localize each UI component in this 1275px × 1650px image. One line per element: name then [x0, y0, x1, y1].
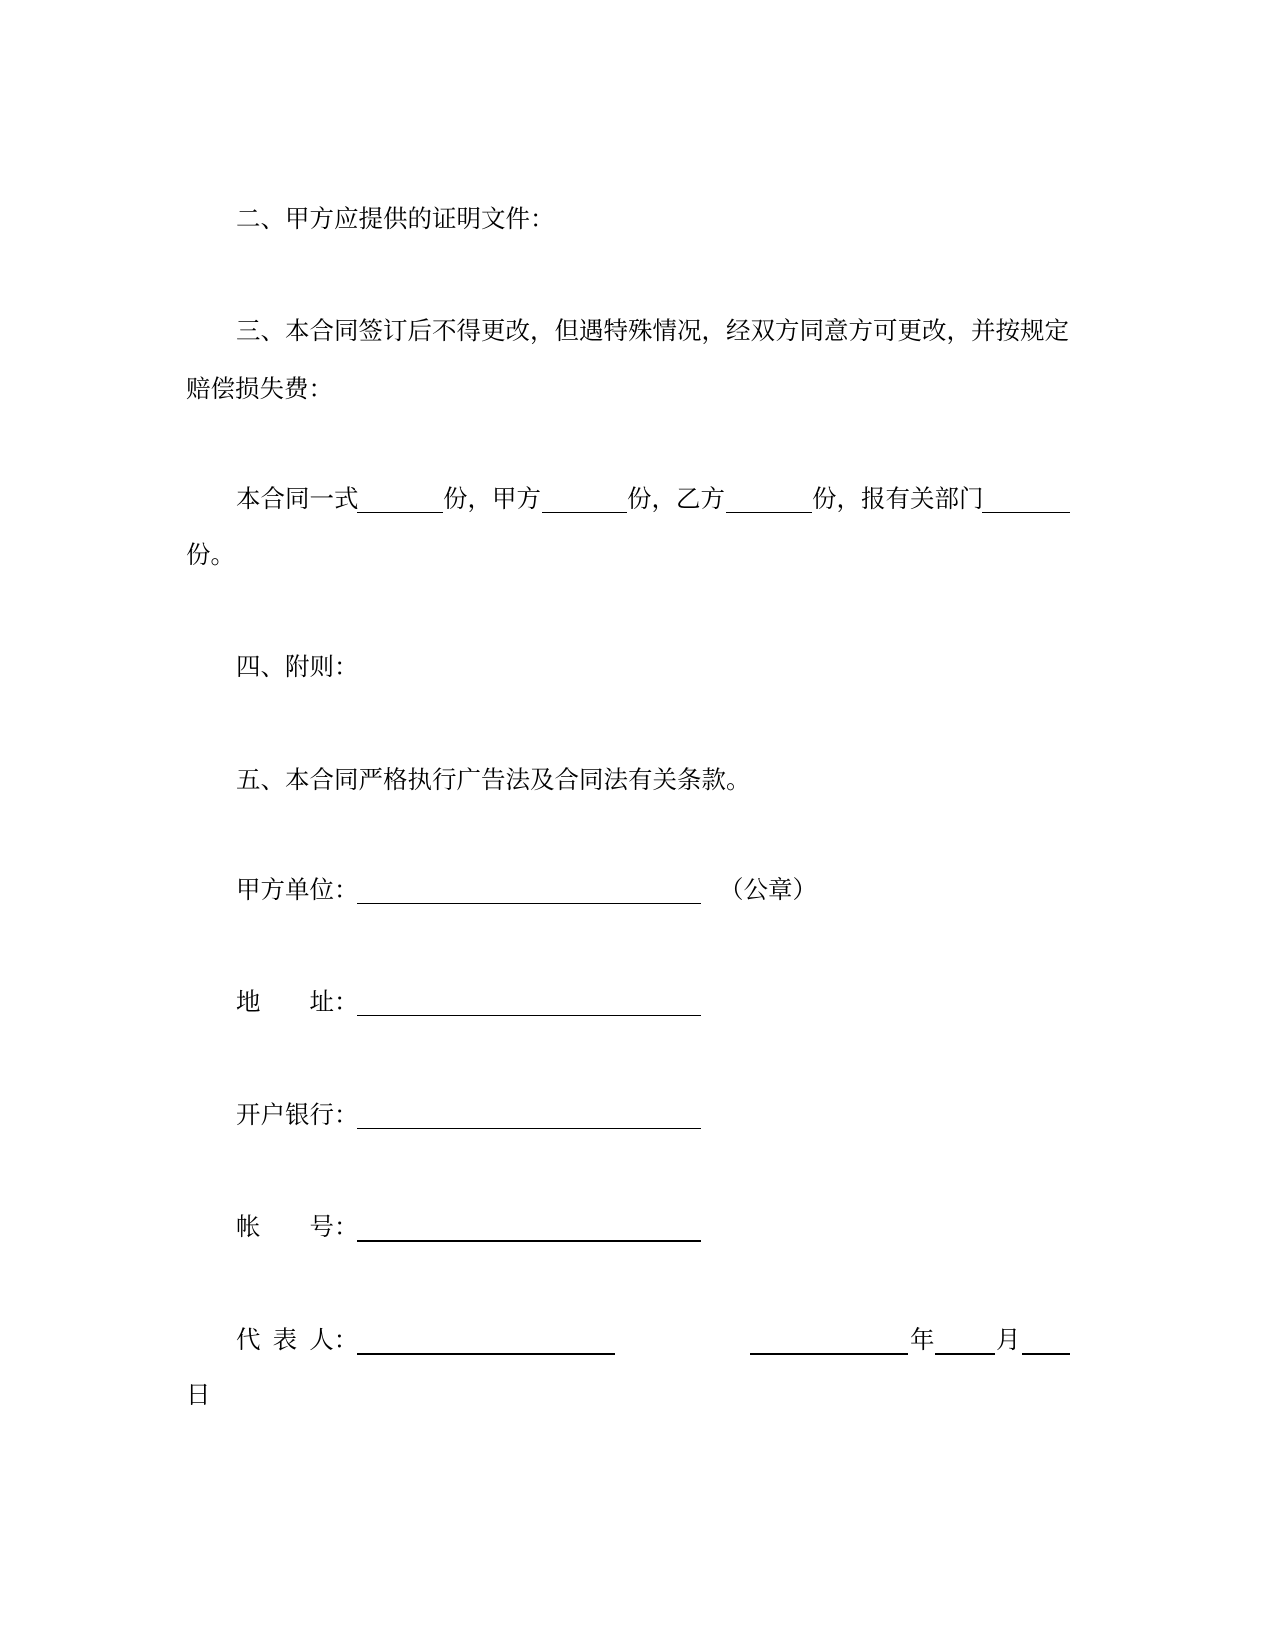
- month-blank: [935, 1353, 995, 1355]
- account-blank: [357, 1240, 701, 1242]
- seal-label: （公章）: [719, 877, 817, 904]
- section-3-row-2: [0, 375, 1275, 405]
- address-blank: [357, 1015, 701, 1016]
- section-3-row-1: [0, 317, 1275, 347]
- account-row: [0, 1213, 1275, 1243]
- section-2-text: 二、甲方应提供的证明文件：: [236, 206, 555, 233]
- bank-label: 开户银行：: [236, 1102, 359, 1129]
- copies-row: [0, 485, 1275, 515]
- copies-row-2: [0, 541, 1275, 571]
- day-label: 日: [186, 1382, 211, 1409]
- section-3-text-line-1: 三、本合同签订后不得更改，但遇特殊情况，经双方同意方可更改，并按规定: [236, 318, 1069, 345]
- day-blank: [1022, 1353, 1070, 1355]
- day-row: [0, 1381, 1275, 1411]
- section-2-row: [0, 205, 1275, 235]
- section-4-row: [0, 653, 1275, 683]
- copies-text-4: 份，报有关部门: [812, 486, 984, 513]
- unit-label: 甲方单位：: [236, 877, 359, 904]
- address-row: [0, 988, 1275, 1018]
- bank-row: [0, 1101, 1275, 1131]
- section-4-text: 四、附则：: [236, 654, 359, 681]
- representative-row: [0, 1326, 1275, 1356]
- copies-department-blank: [982, 512, 1070, 513]
- account-label: 帐 号：: [236, 1214, 359, 1241]
- year-blank: [750, 1353, 908, 1355]
- year-label: 年: [910, 1327, 935, 1354]
- section-3-text-line-2: 赔偿损失费：: [186, 376, 333, 403]
- copies-party-a-blank: [542, 512, 627, 513]
- month-label: 月: [996, 1327, 1021, 1354]
- address-label: 地 址：: [236, 989, 359, 1016]
- copies-total-blank: [357, 512, 443, 513]
- unit-row: [0, 876, 1275, 906]
- representative-blank: [357, 1353, 615, 1355]
- copies-text-2: 份，甲方: [443, 486, 541, 513]
- section-5-text: 五、本合同严格执行广告法及合同法有关条款。: [236, 767, 751, 794]
- bank-blank: [357, 1128, 701, 1129]
- unit-blank: [357, 903, 701, 904]
- copies-party-b-blank: [726, 512, 812, 513]
- representative-label: 代 表 人：: [236, 1327, 359, 1354]
- copies-text-1: 本合同一式: [236, 486, 359, 513]
- copies-text-5: 份。: [186, 542, 235, 569]
- copies-text-3: 份，乙方: [627, 486, 725, 513]
- section-5-row: [0, 766, 1275, 796]
